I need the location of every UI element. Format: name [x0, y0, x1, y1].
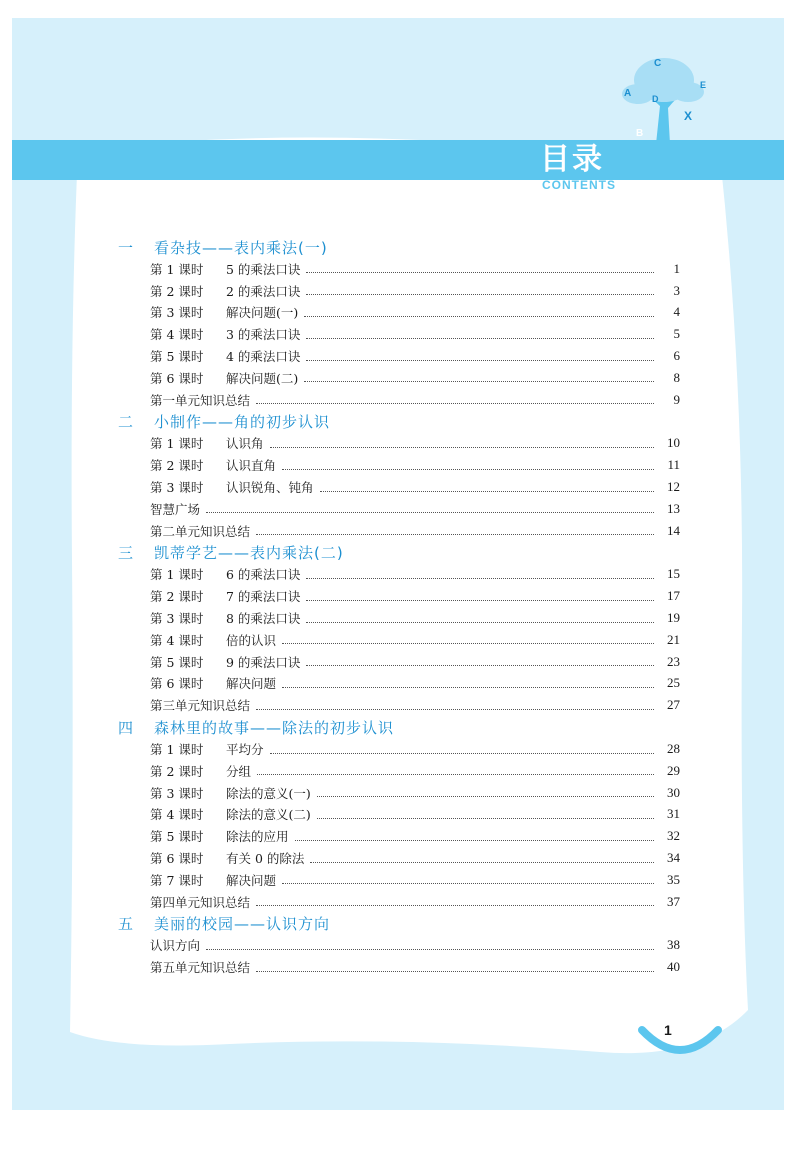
entry-page-number: 15	[667, 566, 680, 582]
tree-decoration	[608, 44, 718, 144]
entry-label	[150, 784, 311, 802]
entry-label	[150, 958, 250, 976]
page-number: 1	[664, 1022, 672, 1038]
lesson-topic: 除法的应用	[226, 829, 289, 845]
entry-page-number: 12	[667, 479, 680, 495]
lesson-number: 第 6 课时	[150, 851, 204, 867]
dot-leader	[256, 403, 654, 404]
toc-entry[interactable]	[118, 738, 680, 760]
dot-leader	[317, 796, 654, 797]
toc-entry[interactable]	[118, 782, 680, 804]
entry-label	[150, 369, 298, 387]
toc-entry[interactable]	[118, 585, 680, 607]
entry-page-number: 9	[673, 391, 680, 407]
dot-leader	[256, 971, 654, 972]
unit-title: 美丽的校园——认识方向	[154, 915, 331, 934]
lesson-number: 第 3 课时	[150, 480, 204, 496]
unit-heading[interactable]	[118, 913, 680, 935]
dot-leader	[306, 622, 654, 623]
lesson-number: 第 1 课时	[150, 261, 204, 277]
entry-page-number: 30	[667, 784, 680, 800]
toc-entry[interactable]	[118, 694, 680, 716]
lesson-topic: 认识角	[226, 436, 264, 452]
entry-label	[150, 849, 304, 867]
lesson-number: 第 7 课时	[150, 872, 204, 888]
dot-leader	[270, 753, 654, 754]
lesson-topic: 除法的意义(一)	[226, 785, 311, 801]
lesson-topic: 解决问题(一)	[226, 305, 299, 321]
page-title: 目录	[540, 142, 604, 177]
unit-heading[interactable]	[118, 411, 680, 433]
entry-page-number: 21	[667, 631, 680, 647]
entry-label	[150, 936, 200, 954]
dot-leader	[282, 643, 654, 644]
entry-page-number: 19	[667, 610, 680, 626]
entry-page-number: 25	[667, 675, 680, 691]
toc-entry[interactable]	[118, 520, 680, 542]
dot-leader	[310, 862, 654, 863]
toc-entry[interactable]	[118, 607, 680, 629]
lesson-number: 第 4 课时	[150, 632, 204, 648]
entry-page-number: 8	[673, 369, 680, 385]
toc-entry[interactable]	[118, 433, 680, 455]
entry-label	[150, 871, 276, 889]
unit-number: 四	[118, 718, 135, 737]
entry-label	[150, 478, 314, 496]
entry-label	[150, 674, 276, 692]
unit-number: 三	[118, 544, 135, 563]
dot-leader	[304, 381, 654, 382]
lesson-topic: 第五单元知识总结	[150, 960, 251, 976]
toc-entry[interactable]	[118, 847, 680, 869]
entry-label	[150, 893, 250, 911]
unit-number: 二	[118, 413, 135, 432]
lesson-number: 第 4 课时	[150, 807, 204, 823]
lesson-topic: 6 的乘法口诀	[226, 567, 301, 583]
toc-entry[interactable]	[118, 629, 680, 651]
entry-label	[150, 303, 298, 321]
lesson-number: 第 1 课时	[150, 436, 204, 452]
toc-entry[interactable]	[118, 651, 680, 673]
toc-entry[interactable]	[118, 956, 680, 978]
lesson-topic: 第一单元知识总结	[150, 392, 251, 408]
toc-entry[interactable]	[118, 302, 680, 324]
dot-leader	[295, 840, 654, 841]
tree-letter-x: X	[684, 109, 693, 123]
entry-page-number: 13	[667, 500, 680, 516]
lesson-topic: 8 的乘法口诀	[226, 611, 301, 627]
toc-entry[interactable]	[118, 454, 680, 476]
dot-leader	[306, 272, 654, 273]
dot-leader	[304, 316, 654, 317]
toc-entry[interactable]	[118, 564, 680, 586]
toc-entry[interactable]	[118, 476, 680, 498]
entry-label	[150, 740, 264, 758]
lesson-topic: 解决问题	[226, 872, 277, 888]
tree-letter-b: B	[636, 128, 644, 139]
toc-entry[interactable]	[118, 367, 680, 389]
lesson-number: 第 6 课时	[150, 676, 204, 692]
entry-label	[150, 762, 251, 780]
entry-page-number: 32	[667, 828, 680, 844]
lesson-number: 第 5 课时	[150, 829, 204, 845]
entry-page-number: 29	[667, 762, 680, 778]
dot-leader	[206, 949, 654, 950]
tree-letter-e: E	[700, 80, 707, 90]
toc-entry[interactable]	[118, 825, 680, 847]
entry-label	[150, 391, 250, 409]
lesson-topic: 7 的乘法口诀	[226, 589, 301, 605]
unit-title: 小制作——角的初步认识	[154, 413, 331, 432]
entry-page-number: 28	[667, 741, 680, 757]
lesson-number: 第 3 课时	[150, 305, 204, 321]
lesson-topic: 2 的乘法口诀	[226, 283, 301, 299]
dot-leader	[306, 665, 654, 666]
lesson-topic: 平均分	[226, 742, 264, 758]
dot-leader	[306, 294, 654, 295]
toc-entry[interactable]	[118, 280, 680, 302]
toc-entry[interactable]	[118, 323, 680, 345]
entry-label	[150, 827, 289, 845]
entry-label	[150, 805, 311, 823]
toc-entry[interactable]	[118, 389, 680, 411]
entry-page-number: 11	[667, 457, 680, 473]
entry-page-number: 37	[667, 893, 680, 909]
dot-leader	[256, 709, 654, 710]
entry-label	[150, 653, 300, 671]
dot-leader	[256, 905, 654, 906]
tree-letter-d: D	[652, 94, 659, 104]
dot-leader	[320, 491, 654, 492]
entry-label	[150, 587, 300, 605]
dot-leader	[282, 883, 654, 884]
lesson-number: 第 2 课时	[150, 458, 204, 474]
unit-title: 凯蒂学艺——表内乘法(二)	[154, 544, 344, 563]
entry-label	[150, 609, 300, 627]
lesson-number: 第 1 课时	[150, 742, 204, 758]
lesson-number: 第 2 课时	[150, 589, 204, 605]
lesson-topic: 智慧广场	[150, 501, 201, 517]
entry-label	[150, 696, 250, 714]
lesson-topic: 有关 0 的除法	[226, 851, 305, 867]
entry-page-number: 1	[673, 260, 680, 276]
lesson-number: 第 3 课时	[150, 785, 204, 801]
lesson-topic: 9 的乘法口诀	[226, 654, 301, 670]
entry-page-number: 23	[667, 653, 680, 669]
toc-entry[interactable]	[118, 869, 680, 891]
entry-label	[150, 347, 300, 365]
dot-leader	[306, 338, 654, 339]
lesson-number: 第 6 课时	[150, 370, 204, 386]
toc-entry[interactable]	[118, 673, 680, 695]
tree-letter-c: C	[654, 58, 662, 69]
dot-leader	[257, 774, 654, 775]
lesson-topic: 倍的认识	[226, 632, 277, 648]
toc-entry[interactable]	[118, 345, 680, 367]
lesson-topic: 第四单元知识总结	[150, 894, 251, 910]
lesson-topic: 除法的意义(二)	[226, 807, 311, 823]
unit-heading[interactable]	[118, 716, 680, 738]
entry-page-number: 40	[667, 959, 680, 975]
dot-leader	[317, 818, 654, 819]
dot-leader	[306, 578, 654, 579]
toc-entry[interactable]	[118, 498, 680, 520]
lesson-topic: 认识方向	[150, 938, 201, 954]
lesson-topic: 第二单元知识总结	[150, 523, 251, 539]
dot-leader	[282, 469, 654, 470]
lesson-number: 第 3 课时	[150, 611, 204, 627]
lesson-number: 第 4 课时	[150, 327, 204, 343]
unit-number: 一	[118, 238, 135, 257]
page-subtitle: CONTENTS	[542, 178, 616, 192]
entry-label	[150, 522, 250, 540]
toc-entry[interactable]	[118, 258, 680, 280]
entry-label	[150, 325, 300, 343]
unit-title: 看杂技——表内乘法(一)	[154, 238, 328, 257]
unit-number: 五	[118, 915, 135, 934]
tree-letter-a: A	[624, 88, 632, 99]
lesson-number: 第 2 课时	[150, 763, 204, 779]
entry-label	[150, 260, 300, 278]
entry-label	[150, 500, 200, 518]
dot-leader	[206, 512, 654, 513]
lesson-number: 第 1 课时	[150, 567, 204, 583]
entry-page-number: 6	[673, 348, 680, 364]
lesson-topic: 认识直角	[226, 458, 277, 474]
entry-label	[150, 456, 276, 474]
entry-page-number: 3	[673, 282, 680, 298]
dot-leader	[270, 447, 654, 448]
table-of-contents	[118, 236, 680, 978]
lesson-topic: 认识锐角、钝角	[226, 480, 314, 496]
entry-page-number: 4	[673, 304, 680, 320]
dot-leader	[306, 360, 654, 361]
lesson-number: 第 5 课时	[150, 654, 204, 670]
dot-leader	[306, 600, 654, 601]
lesson-number: 第 5 课时	[150, 349, 204, 365]
lesson-topic: 解决问题(二)	[226, 370, 299, 386]
dot-leader	[282, 687, 654, 688]
unit-title: 森林里的故事——除法的初步认识	[154, 718, 395, 737]
lesson-topic: 5 的乘法口诀	[226, 261, 301, 277]
lesson-topic: 3 的乘法口诀	[226, 327, 301, 343]
entry-page-number: 38	[667, 937, 680, 953]
entry-label	[150, 282, 300, 300]
lesson-topic: 第三单元知识总结	[150, 698, 251, 714]
lesson-number: 第 2 课时	[150, 283, 204, 299]
lesson-topic: 4 的乘法口诀	[226, 349, 301, 365]
entry-page-number: 35	[667, 871, 680, 887]
toc-entry[interactable]	[118, 760, 680, 782]
toc-entry[interactable]	[118, 935, 680, 957]
entry-page-number: 5	[673, 326, 680, 342]
entry-label	[150, 631, 276, 649]
unit-heading[interactable]	[118, 542, 680, 564]
toc-entry[interactable]	[118, 804, 680, 826]
dot-leader	[256, 534, 654, 535]
entry-label	[150, 565, 300, 583]
lesson-topic: 解决问题	[226, 676, 277, 692]
entry-page-number: 31	[667, 806, 680, 822]
unit-heading[interactable]	[118, 236, 680, 258]
entry-page-number: 27	[667, 697, 680, 713]
entry-page-number: 10	[667, 435, 680, 451]
entry-page-number: 17	[667, 588, 680, 604]
entry-label	[150, 434, 264, 452]
entry-page-number: 34	[667, 850, 680, 866]
toc-entry[interactable]	[118, 891, 680, 913]
entry-page-number: 14	[667, 522, 680, 538]
lesson-topic: 分组	[226, 763, 252, 779]
